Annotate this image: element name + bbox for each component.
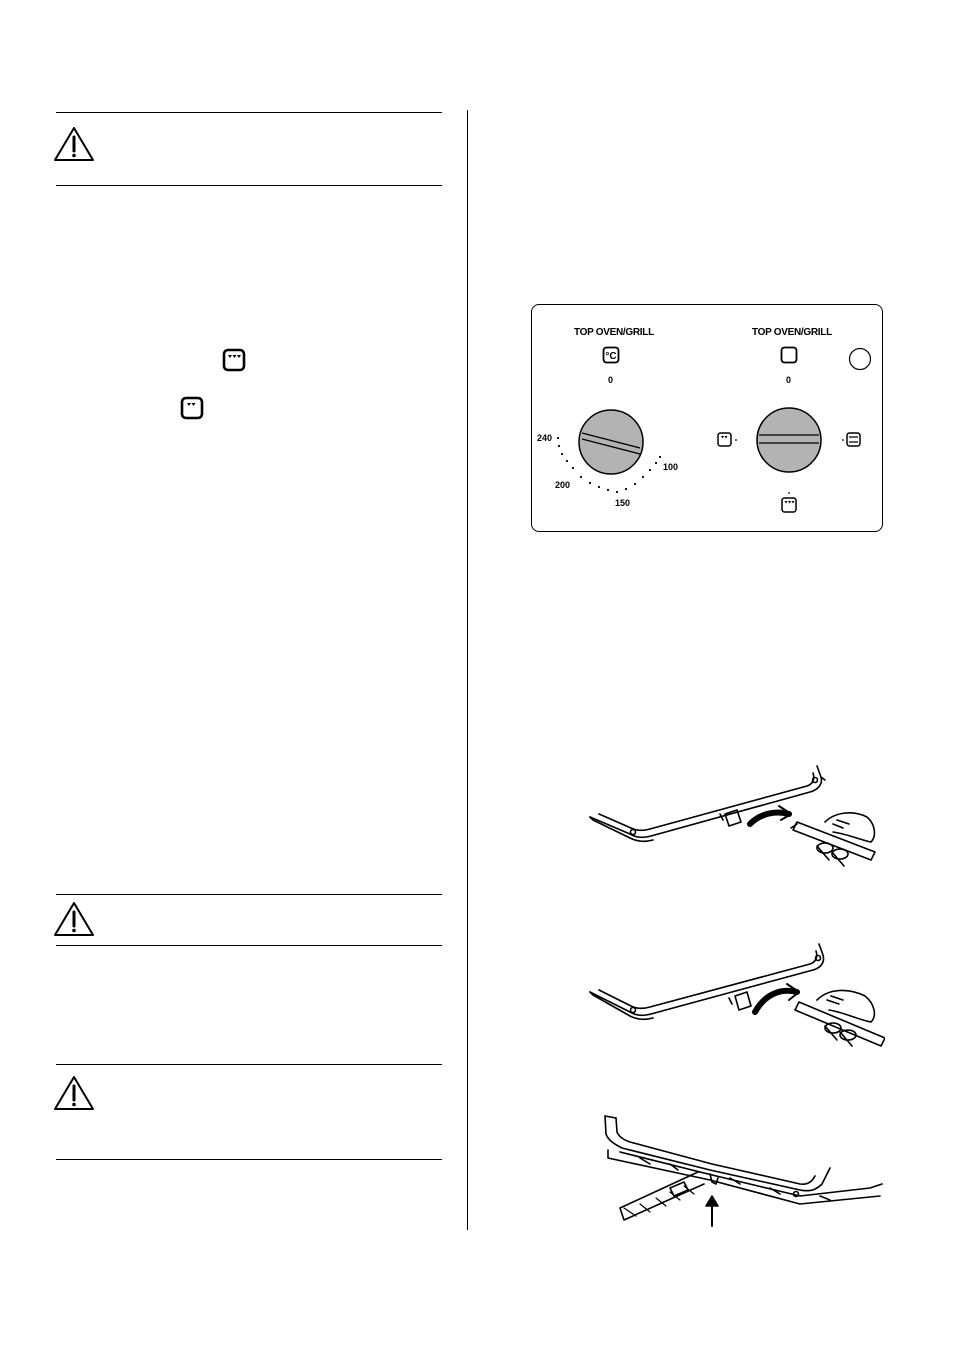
thermostat-celsius-icon — [602, 346, 620, 364]
divider-bottom — [56, 1159, 442, 1160]
divider — [56, 894, 442, 895]
warning-triangle-icon — [53, 1075, 95, 1111]
warning-triangle-icon — [53, 901, 95, 937]
temp-mark-240: 240 — [537, 433, 553, 443]
grill-pan-on-runners-figure — [600, 1108, 885, 1228]
temp-mark-150: 150 — [615, 498, 631, 508]
full-grill-icon — [222, 348, 246, 372]
oven-off-square-icon — [780, 346, 798, 364]
half-grill-icon — [180, 396, 204, 420]
neon-indicator-icon — [848, 347, 872, 371]
left-zero-mark: 0 — [608, 375, 614, 385]
column-separator — [467, 110, 468, 1230]
svg-text:°C: °C — [605, 351, 617, 362]
divider — [56, 185, 442, 186]
divider — [56, 945, 442, 946]
grill-pan-handle-detach-figure — [585, 940, 885, 1050]
left-knob-label: TOP OVEN/GRILL — [574, 327, 654, 338]
function-selector-knob[interactable] — [712, 395, 884, 525]
grill-pan-handle-attach-figure — [585, 762, 885, 872]
divider — [56, 1064, 442, 1065]
warning-triangle-icon — [53, 126, 95, 162]
temp-mark-100: 100 — [663, 462, 679, 472]
divider-top — [56, 112, 442, 113]
thermostat-knob[interactable] — [532, 395, 702, 515]
right-knob-label: TOP OVEN/GRILL — [752, 327, 832, 338]
right-zero-mark: 0 — [786, 375, 792, 385]
temp-mark-200: 200 — [555, 480, 571, 490]
control-panel — [531, 304, 883, 532]
